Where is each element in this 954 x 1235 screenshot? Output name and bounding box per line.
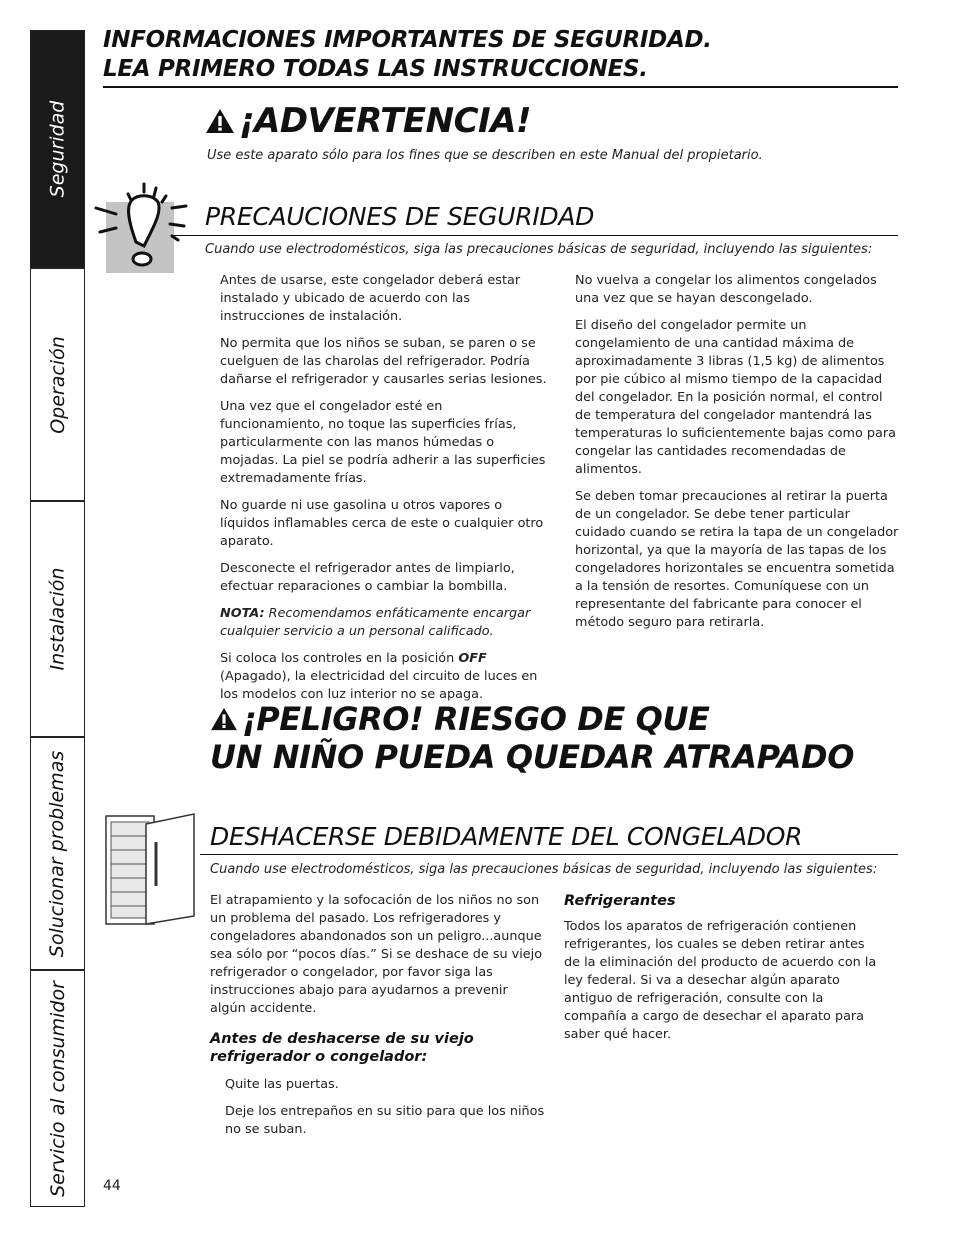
disposal-rule [200, 854, 898, 855]
tab-operacion[interactable]: Operación [31, 269, 84, 502]
paragraph: Si coloca los controles en la posición OFF (Apagado), la electricidad del circuito de luces en los modelos con luz interior no se apaga. [220, 651, 538, 702]
note-paragraph [220, 605, 548, 641]
tab-seguridad[interactable]: Seguridad [31, 31, 84, 269]
precautions-rule [172, 235, 898, 236]
list-item: Deje los entrepaños en su sitio para que los niños no se suban. [225, 1104, 545, 1137]
warning-triangle-icon [210, 707, 238, 731]
warning-subtitle: Use este aparato sólo para los fines que se describen en este Manual del propietario. [207, 148, 763, 163]
tab-instalacion[interactable]: Instalación [31, 502, 84, 738]
paragraph: Todos los aparatos de refrigeración contienen refrigerantes, los cuales se deben retirar antes de la eliminación del producto de acuerdo con la ley federal. Si va a desechar algún aparato antiguo de refrigeración, consulte con la compañía a cargo de desechar el aparato para saber qué hacer. [564, 919, 877, 1042]
warning-triangle-icon [205, 108, 235, 134]
precautions-left-column [220, 272, 548, 713]
page-header [103, 26, 712, 84]
disposal-right-column [564, 892, 879, 1053]
disposal-title: DESHACERSE DEBIDAMENTE DEL CONGELADOR [210, 822, 803, 851]
precautions-subtitle: Cuando use electrodomésticos, siga las precauciones básicas de seguridad, incluyendo las siguientes: [205, 242, 873, 257]
warning-title: ¡ADVERTENCIA! [205, 101, 531, 141]
tab-servicio-consumidor[interactable]: Servicio al consumidor [46, 980, 69, 1197]
paragraph: Se deben tomar precauciones al retirar la puerta de un congelador. Se debe tener particular cuidado cuando se retira la tapa de un congelador horizontal, ya que la mayoría de las tapas de los congeladores horizontales se encuentra sometida a la tensión de resortes. Comuníquese con un representante del fabricante para conocer el método seguro para retirarla. [575, 489, 899, 630]
paragraph: No vuelva a congelar los alimentos congelados una vez que se hayan descongelado. [575, 273, 877, 306]
header-rule [103, 86, 898, 88]
exclamation-illustration-icon [92, 180, 192, 275]
paragraph: Una vez que el congelador esté en funcionamiento, no toque las superficies frías, particularmente con las manos húmedas o mojadas. La piel se podría adherir a las superficies extremadamente frías. [220, 399, 546, 486]
section-tab-bar [30, 30, 85, 1207]
note-text: Recomendamos enfáticamente encargar cualquier servicio a un personal calificado. [220, 606, 531, 639]
disposal-subtitle: Cuando use electrodomésticos, siga las precauciones básicas de seguridad, incluyendo las siguientes: [210, 862, 878, 877]
note-label: NOTA: [220, 606, 265, 621]
list-item: Quite las puertas. [225, 1077, 339, 1092]
freezer-illustration-icon [100, 812, 200, 930]
paragraph: El atrapamiento y la sofocación de los niños no son un problema del pasado. Los refrigeradores y congeladores abandonados son un peligro...aunque sea sólo por “pocos días.” Si se deshace de su viejo refrigerador o congelador, por favor siga las instrucciones abajo para ayudarnos a prevenir algún accidente. [210, 893, 543, 1016]
precautions-title: PRECAUCIONES DE SEGURIDAD [205, 202, 595, 231]
paragraph: Antes de usarse, este congelador deberá estar instalado y ubicado de acuerdo con las instrucciones de instalación. [220, 273, 521, 324]
paragraph: Desconecte el refrigerador antes de limpiarlo, efectuar reparaciones o cambiar la bombilla. [220, 561, 515, 594]
header-line-1: INFORMACIONES IMPORTANTES DE SEGURIDAD. [103, 27, 712, 53]
disposal-steps-heading: Antes de deshacerse de su viejo refrigerador o congelador: [210, 1031, 474, 1065]
danger-title: ¡PELIGRO! RIESGO DE QUE UN NIÑO PUEDA QUEDAR ATRAPADO [210, 700, 855, 776]
tab-solucionar-problemas[interactable]: Solucionar problemas [31, 738, 84, 971]
disposal-left-column [210, 892, 546, 1148]
paragraph: No guarde ni use gasolina u otros vapores o líquidos inflamables cerca de este o cualquier otro aparato. [220, 498, 544, 549]
precautions-right-column [575, 272, 900, 641]
paragraph: No permita que los niños se suban, se paren o se cuelguen de las charolas del refrigerador. Podría dañarse el refrigerador y causarles serias lesiones. [220, 336, 547, 387]
page-number: 44 [103, 1178, 121, 1194]
header-line-2: LEA PRIMERO TODAS LAS INSTRUCCIONES. [103, 56, 648, 82]
paragraph: El diseño del congelador permite un congelamiento de una cantidad máxima de aproximadamente 3 libras (1,5 kg) de alimentos por pie cúbico al mismo tiempo de la capacidad del congelador. En la posición normal, el control de temperatura del congelador mantendrá las temperaturas lo suficientemente bajas como para congelar las cantidades recomendadas de alimentos. [575, 318, 896, 477]
refrigerants-heading: Refrigerantes [564, 893, 676, 909]
off-label: OFF [458, 651, 487, 666]
